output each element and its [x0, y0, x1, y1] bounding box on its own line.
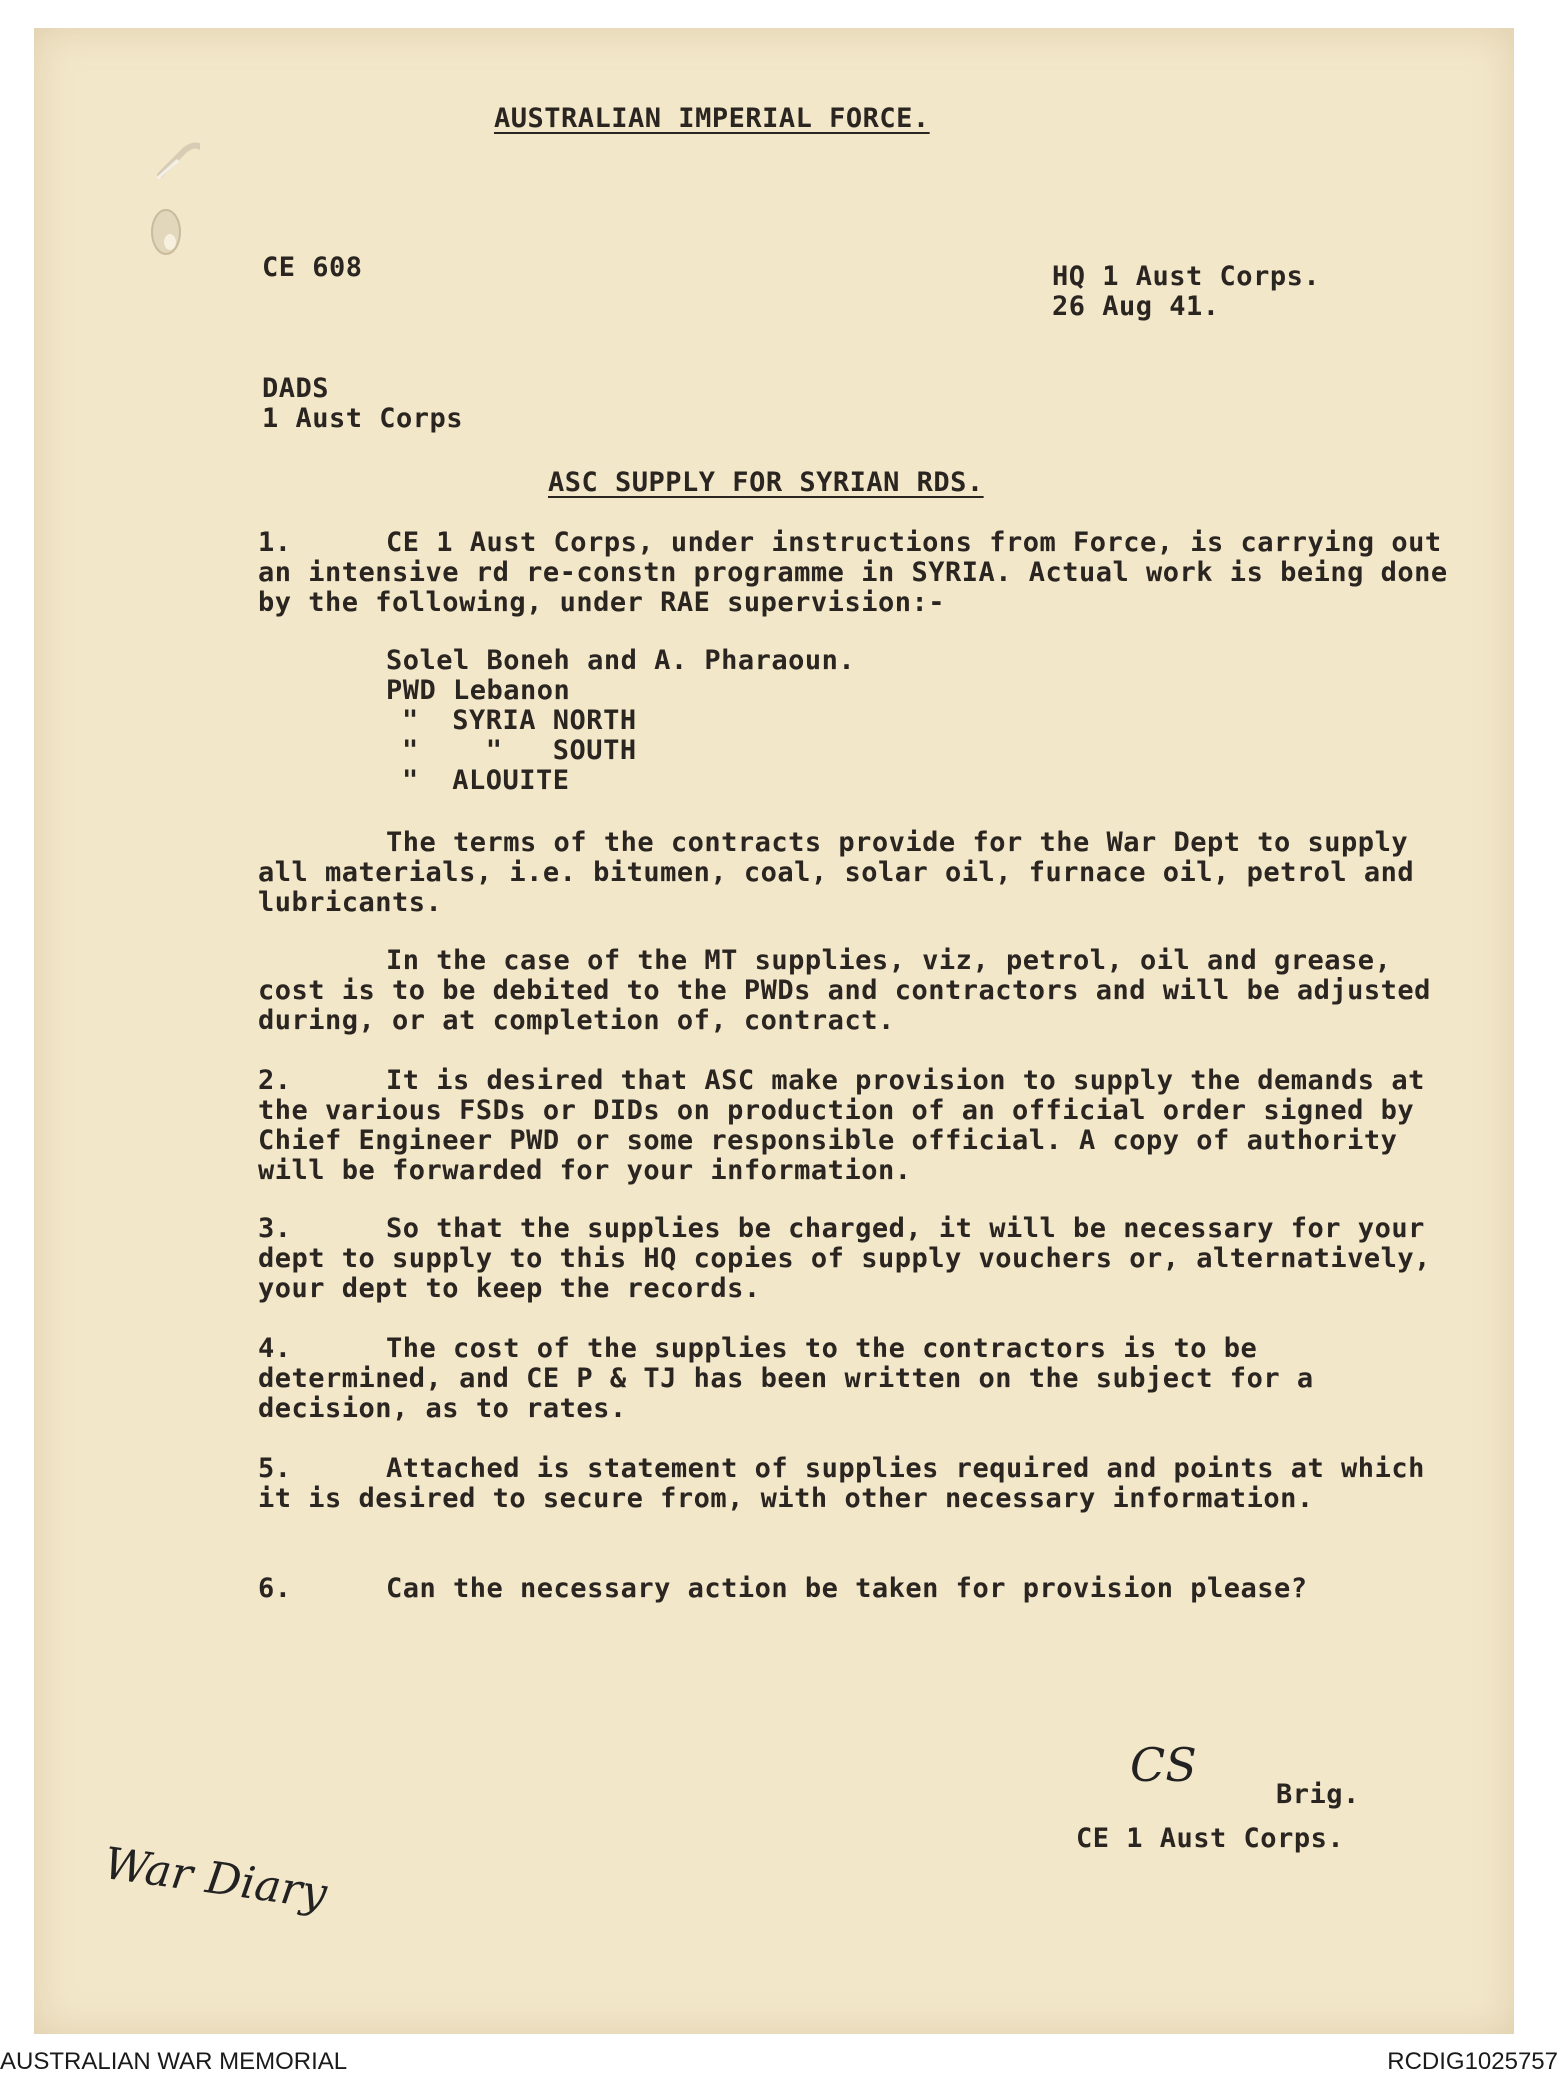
- addressee-line-1: DADS: [262, 373, 330, 404]
- subject-heading: ASC SUPPLY FOR SYRIAN RDS.: [548, 467, 984, 498]
- reference-number: CE 608: [262, 252, 363, 283]
- paragraph-number: 4.: [258, 1333, 292, 1364]
- paragraph-1b: [258, 828, 1458, 918]
- paragraph-3: [258, 1214, 1458, 1304]
- paragraph-text: Can the necessary action be taken for provision please?: [386, 1573, 1308, 1604]
- paragraph-text: So that the supplies be charged, it will be necessary for your dept to supply to this HQ copies of supply vouchers or, alternatively, your dept to keep the records.: [258, 1213, 1431, 1304]
- footer-id: RCDIG1025757: [1387, 2048, 1558, 2075]
- paragraph-number: 6.: [258, 1573, 292, 1604]
- signature-title: CE 1 Aust Corps.: [1076, 1823, 1345, 1854]
- footer-source: AUSTRALIAN WAR MEMORIAL: [0, 2048, 348, 2075]
- paragraph-4: [258, 1334, 1458, 1424]
- signature-rank: Brig.: [1276, 1779, 1360, 1810]
- document-date: 26 Aug 41.: [1052, 291, 1220, 322]
- paragraph-text: The terms of the contracts provide for the War Dept to supply all materials, i.e. bitumen, coal, solar oil, furnace oil, petrol and lubricants.: [258, 827, 1415, 918]
- paragraph-number: 1.: [258, 527, 292, 558]
- paragraph-5: [258, 1454, 1458, 1514]
- contractor-list-item: " SYRIA NORTH: [402, 705, 637, 736]
- signature-initials: CS: [1130, 1738, 1197, 1792]
- contractor-list-item: Solel Boneh and A. Pharaoun.: [386, 645, 856, 676]
- paragraph-text: It is desired that ASC make provision to supply the demands at the various FSDs or DIDs on production of an official order signed by Chief Engineer PWD or some responsible official. A copy of authority will be forwarded for your information.: [258, 1065, 1425, 1186]
- contractor-list-item: " ALOUITE: [402, 765, 570, 796]
- origin-unit: HQ 1 Aust Corps.: [1052, 261, 1321, 292]
- paragraph-text: The cost of the supplies to the contractors is to be determined, and CE P & TJ has been written on the subject for a decision, as to rates.: [258, 1333, 1314, 1424]
- contractor-list-item: " " SOUTH: [402, 735, 637, 766]
- contractor-list-item: PWD Lebanon: [386, 675, 571, 706]
- paragraph-1c: [258, 946, 1458, 1036]
- addressee-line-2: 1 Aust Corps: [262, 403, 464, 434]
- paragraph-text: In the case of the MT supplies, viz, petrol, oil and grease, cost is to be debited to the PWDs and contractors and will be adjusted during, or at completion of, contract.: [258, 945, 1431, 1036]
- paragraph-1: [258, 528, 1458, 618]
- pin-hole-mark: [140, 130, 200, 280]
- paragraph-number: 5.: [258, 1453, 292, 1484]
- paragraph-number: 3.: [258, 1213, 292, 1244]
- handwritten-annotation: War Diary: [100, 1838, 330, 1920]
- paragraph-text: CE 1 Aust Corps, under instructions from Force, is carrying out an intensive rd re-constn programme in SYRIA. Actual work is being done by the following, under RAE supervision:-: [258, 527, 1448, 618]
- paragraph-2: [258, 1066, 1458, 1186]
- paragraph-text: Attached is statement of supplies required and points at which it is desired to secure from, with other necessary information.: [258, 1453, 1425, 1514]
- document-header: AUSTRALIAN IMPERIAL FORCE.: [494, 103, 930, 134]
- paragraph-6: [258, 1574, 1458, 1604]
- paragraph-number: 2.: [258, 1065, 292, 1096]
